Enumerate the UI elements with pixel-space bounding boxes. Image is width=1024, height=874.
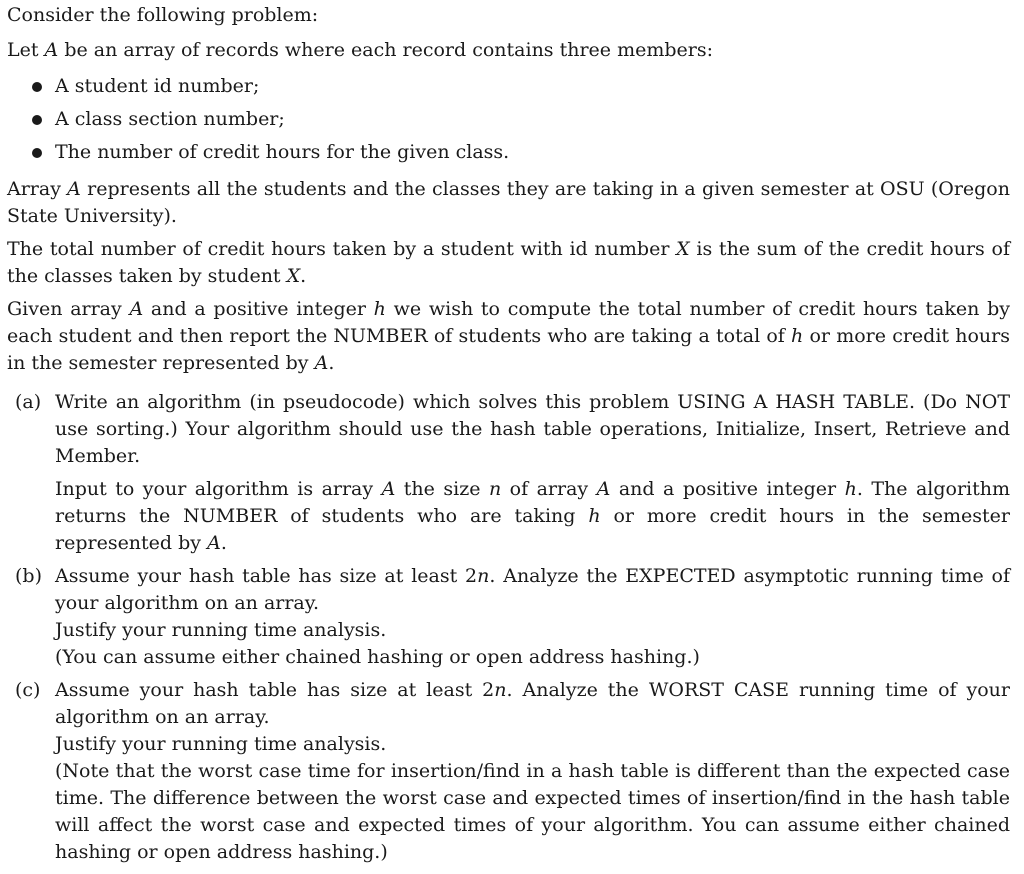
list-item-text: The number of credit hours for the given class. — [55, 141, 510, 163]
part-b-note: (You can assume either chained hashing or open address hashing.) — [55, 646, 700, 668]
para3-text-pre: Given array — [7, 298, 130, 320]
math-var-a: A — [44, 39, 59, 61]
list-item — [7, 106, 1010, 133]
part-b-text: Assume your hash table has size at least 2 — [55, 565, 478, 587]
part-b-label: (b) — [15, 565, 42, 587]
part-a-text: the size — [395, 478, 489, 500]
math-var-a: A — [596, 478, 611, 500]
member-list — [7, 73, 1010, 166]
part-a-label: (a) — [15, 391, 42, 413]
part-c-text: . Analyze the WORST CASE running time of your algorithm on an array. — [55, 679, 1010, 728]
part-a-input-description — [55, 476, 1010, 557]
math-var-n: n — [488, 478, 502, 500]
part-c-note: (Note that the worst case time for insertion/find in a hash table is different than the expected case time. The difference between the worst case and expected times of insertion/find in the hash table will affect the worst case and expected times of your algorithm. You can assume either chained hashing or open address hashing.) — [55, 760, 1010, 863]
math-var-n: n — [477, 565, 490, 587]
math-var-x: X — [676, 238, 690, 260]
para2-text-pre: The total number of credit hours taken by a student with id number — [7, 238, 677, 260]
math-var-h: h — [791, 325, 804, 347]
part-a-text: of array — [501, 478, 597, 500]
part-c — [7, 677, 1010, 866]
part-a-text: . The algorithm returns the NUMBER of students who are taking — [55, 478, 1010, 527]
credit-hours-paragraph — [7, 236, 1010, 290]
part-a-text: . — [220, 532, 227, 554]
part-a-text: or more credit hours in the semester represented by — [55, 505, 1010, 554]
para3-text-mid3: or more credit hours in the semester represented by — [7, 325, 1010, 374]
part-b-text: . Analyze the EXPECTED asymptotic running time of your algorithm on an array. — [55, 565, 1010, 614]
math-var-h: h — [844, 478, 857, 500]
setup-paragraph — [7, 37, 1010, 64]
bullet-icon — [32, 82, 42, 92]
part-a-instruction: Write an algorithm (in pseudocode) which solves this problem USING A HASH TABLE. (Do NOT use sorting.) Your algorithm should use the hash table operations, Initialize, Insert, Retrieve and Member. — [55, 391, 1010, 467]
math-var-x: X — [286, 265, 301, 287]
para3-text-mid1: and a positive integer — [143, 298, 374, 320]
task-paragraph — [7, 296, 1010, 377]
part-c-text: Assume your hash table has size at least 2 — [55, 679, 495, 701]
math-var-h: h — [588, 505, 601, 527]
math-var-a: A — [67, 178, 81, 200]
para2-text-end: . — [300, 265, 307, 287]
part-b-justify-line: Justify your running time analysis. — [55, 619, 387, 641]
setup-text-pre: Let — [7, 39, 45, 61]
array-description-paragraph — [7, 176, 1010, 230]
list-item-text: A student id number; — [55, 75, 260, 97]
part-a — [7, 389, 1010, 557]
part-a-text: and a positive integer — [610, 478, 845, 500]
part-c-justify-line: Justify your running time analysis. — [55, 733, 387, 755]
intro-line: Consider the following problem: — [7, 4, 319, 26]
math-var-a: A — [207, 532, 221, 554]
math-var-a: A — [129, 298, 144, 320]
part-c-label: (c) — [15, 679, 41, 701]
part-b-instruction — [55, 563, 1010, 617]
setup-text-post: be an array of records where each record contains three members: — [58, 39, 713, 61]
math-var-n: n — [494, 679, 507, 701]
math-var-a: A — [314, 352, 329, 374]
para2-text-mid: is the sum of the credit hours of the classes taken by student — [7, 238, 1010, 287]
math-var-h: h — [373, 298, 386, 320]
question-parts — [7, 389, 1010, 866]
para3-text-end: . — [328, 352, 335, 374]
part-c-instruction — [55, 677, 1010, 731]
para1-text-pre: Array — [7, 178, 68, 200]
bullet-icon — [32, 148, 42, 158]
list-item — [7, 139, 1010, 166]
para3-text-mid2: we wish to compute the total number of credit hours taken by each student and then report the NUMBER of students who are taking a total of — [7, 298, 1010, 347]
para1-text-post: represents all the students and the classes they are taking in a given semester at OSU (Oregon State University). — [7, 178, 1010, 227]
list-item — [7, 73, 1010, 100]
part-b — [7, 563, 1010, 671]
list-item-text: A class section number; — [55, 108, 285, 130]
bullet-icon — [32, 115, 42, 125]
part-a-text: Input to your algorithm is array — [55, 478, 382, 500]
math-var-a: A — [381, 478, 396, 500]
